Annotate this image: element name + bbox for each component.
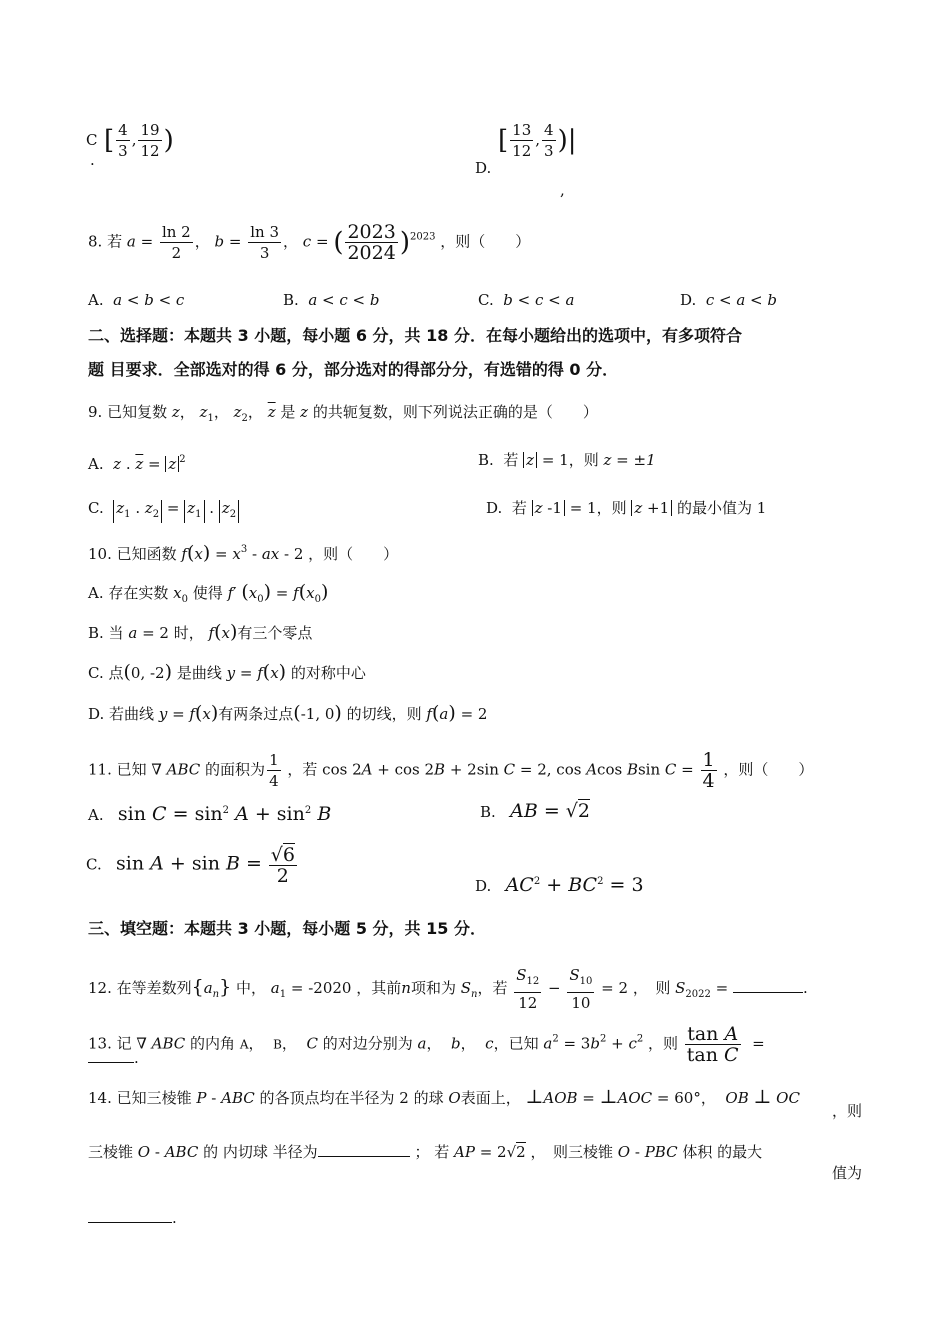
q14-stem-line3: 值为 — [832, 1164, 863, 1182]
q11-option-d: D. $AC^2 + BC^2 = 3$ — [475, 874, 644, 896]
q8-b-frac: $\frac{\ln 3}{3}$ — [250, 223, 280, 262]
q14-stem-then: ，则 — [832, 1102, 863, 1120]
q11-stem: 11. 已知 ∇ ABC 的面积为 $\frac{1}{4}$ ，若 cos 2A + cos 2B + 2sin C = 2, cos Acos Bsin C = $\frac{1}{4}$ ，则（ ） — [88, 749, 814, 792]
q10-option-b: B. 当 a = 2 时， f(x)有三个零点 — [88, 621, 313, 643]
q8-stem: 8. 若 a = $\frac{\ln 2}{2}$ ， b = $\frac{\ln 3}{3}$ ， c = ( $\frac{2023}{2024}$ )$^{2023}$ ，则（ ） — [88, 221, 531, 264]
q10-stem: 10. 已知函数 $f(x) = x^3$ - ax - 2 ，则（ ） — [88, 542, 399, 564]
q9-option-c: C. $z_1$ . $z_2 = z_1$ . $z_2$ — [88, 498, 239, 523]
q14-stem-line2: 三棱锥 O - ABC 的 内切球 半径为 ； 若 AP = 2√2 ， 则三棱锥 O - PBC 体积 的最大 — [88, 1143, 763, 1161]
q11-option-b: B. AB = √2 — [480, 800, 590, 822]
q14-radius-blank[interactable] — [318, 1142, 410, 1157]
q11-option-c: C. sin A + sin B = $\frac{√6}{2}$ — [86, 844, 295, 887]
section3-heading: 三、填空题：本题共 3 小题，每小题 5 分，共 15 分． — [88, 919, 486, 938]
q12-stem: 12. 在等差数列$\{a_n\}$ 中， $a_1 = -2020$ ，其前n项和为 $S_n$，若 $\frac{S_{12}}{12}$ − $\frac{S_{10}}{10}$ = 2 ， 则 $S_{2022}$ = . — [88, 966, 808, 1012]
q7-d-label: D. — [475, 159, 492, 177]
section2-heading-line2: 题 目要求．全部选对的得 6 分，部分选对的得部分分，有选错的得 0 分． — [88, 360, 619, 379]
q9-option-a: A. z . $\overline{z} = z$ $^2$ — [88, 454, 186, 473]
q14-volume-blank[interactable] — [88, 1208, 172, 1223]
q7-c-label: C — [86, 131, 98, 149]
q9-stem: 9. 已知复数 z， $z_1$， $z_2$， $\overline{z}$ 是 z 的共轭复数，则下列说法正确的是（ ） — [88, 403, 598, 424]
section2-heading-line1: 二、选择题：本题共 3 小题，每小题 6 分，共 18 分．在每小题给出的选项中，有多项符合 — [88, 326, 742, 345]
q7-d-comma: , — [560, 181, 565, 199]
q9-option-d: D. 若 z -1 = 1，则 z +1 的最小值为 1 — [486, 499, 767, 517]
q8-option-a: A. a < b < c — [88, 291, 185, 309]
q13-stem: 13. 记 ∇ ABC 的内角 A， B， C 的对边分别为 a， b， c，已知 $a^2 = 3b^2 + c^2$ ，则 $\frac{\text{tan A}}{\text{tan C}}$ = — [88, 1023, 765, 1066]
q10-option-a: A. 存在实数 $x_0$ 使得 f′ $(x_0) = f(x_0)$ — [88, 581, 329, 605]
q13-answer-blank[interactable] — [88, 1048, 134, 1063]
q14-stem-line1: 14. 已知三棱锥 P - ABC 的各顶点均在半径为 2 的球 O表面上， ⊥AOB = ⊥AOC = 60°， OB ⊥ OC — [88, 1086, 800, 1108]
q7-d-interval: [ $\frac{13}{12}$ , $\frac{4}{3}$ )| — [498, 121, 577, 160]
q11-option-a: A. $\sin C = \sin^2 A + \sin^2 B$ — [88, 803, 332, 825]
q7-c-interval: [ $\frac{4}{3}$ , $\frac{19}{12}$ ) — [104, 121, 174, 160]
q9-option-b: B. 若 z = 1，则 z = ±1 — [478, 451, 656, 469]
q8-a-frac: $\frac{\ln 2}{2}$ — [161, 223, 191, 262]
q13-answer-line: . — [88, 1048, 139, 1068]
q10-option-d: D. 若曲线 y = f(x)有两条过点(-1, 0) 的切线，则 f(a) = 2 — [88, 702, 488, 724]
q8-c-frac: $\frac{2023}{2024}$ — [347, 221, 396, 264]
q7-c-dot: . — [90, 151, 95, 169]
q8-option-c: C. b < c < a — [478, 291, 575, 309]
q7-option-c — [86, 130, 97, 150]
q10-option-c: C. 点(0, -2) 是曲线 y = f(x) 的对称中心 — [88, 661, 366, 683]
q8-option-b: B. a < c < b — [283, 291, 380, 309]
q8-option-d: D. c < a < b — [680, 291, 777, 309]
q14-answer-line: . — [88, 1208, 177, 1228]
q12-answer-blank[interactable] — [733, 978, 803, 993]
